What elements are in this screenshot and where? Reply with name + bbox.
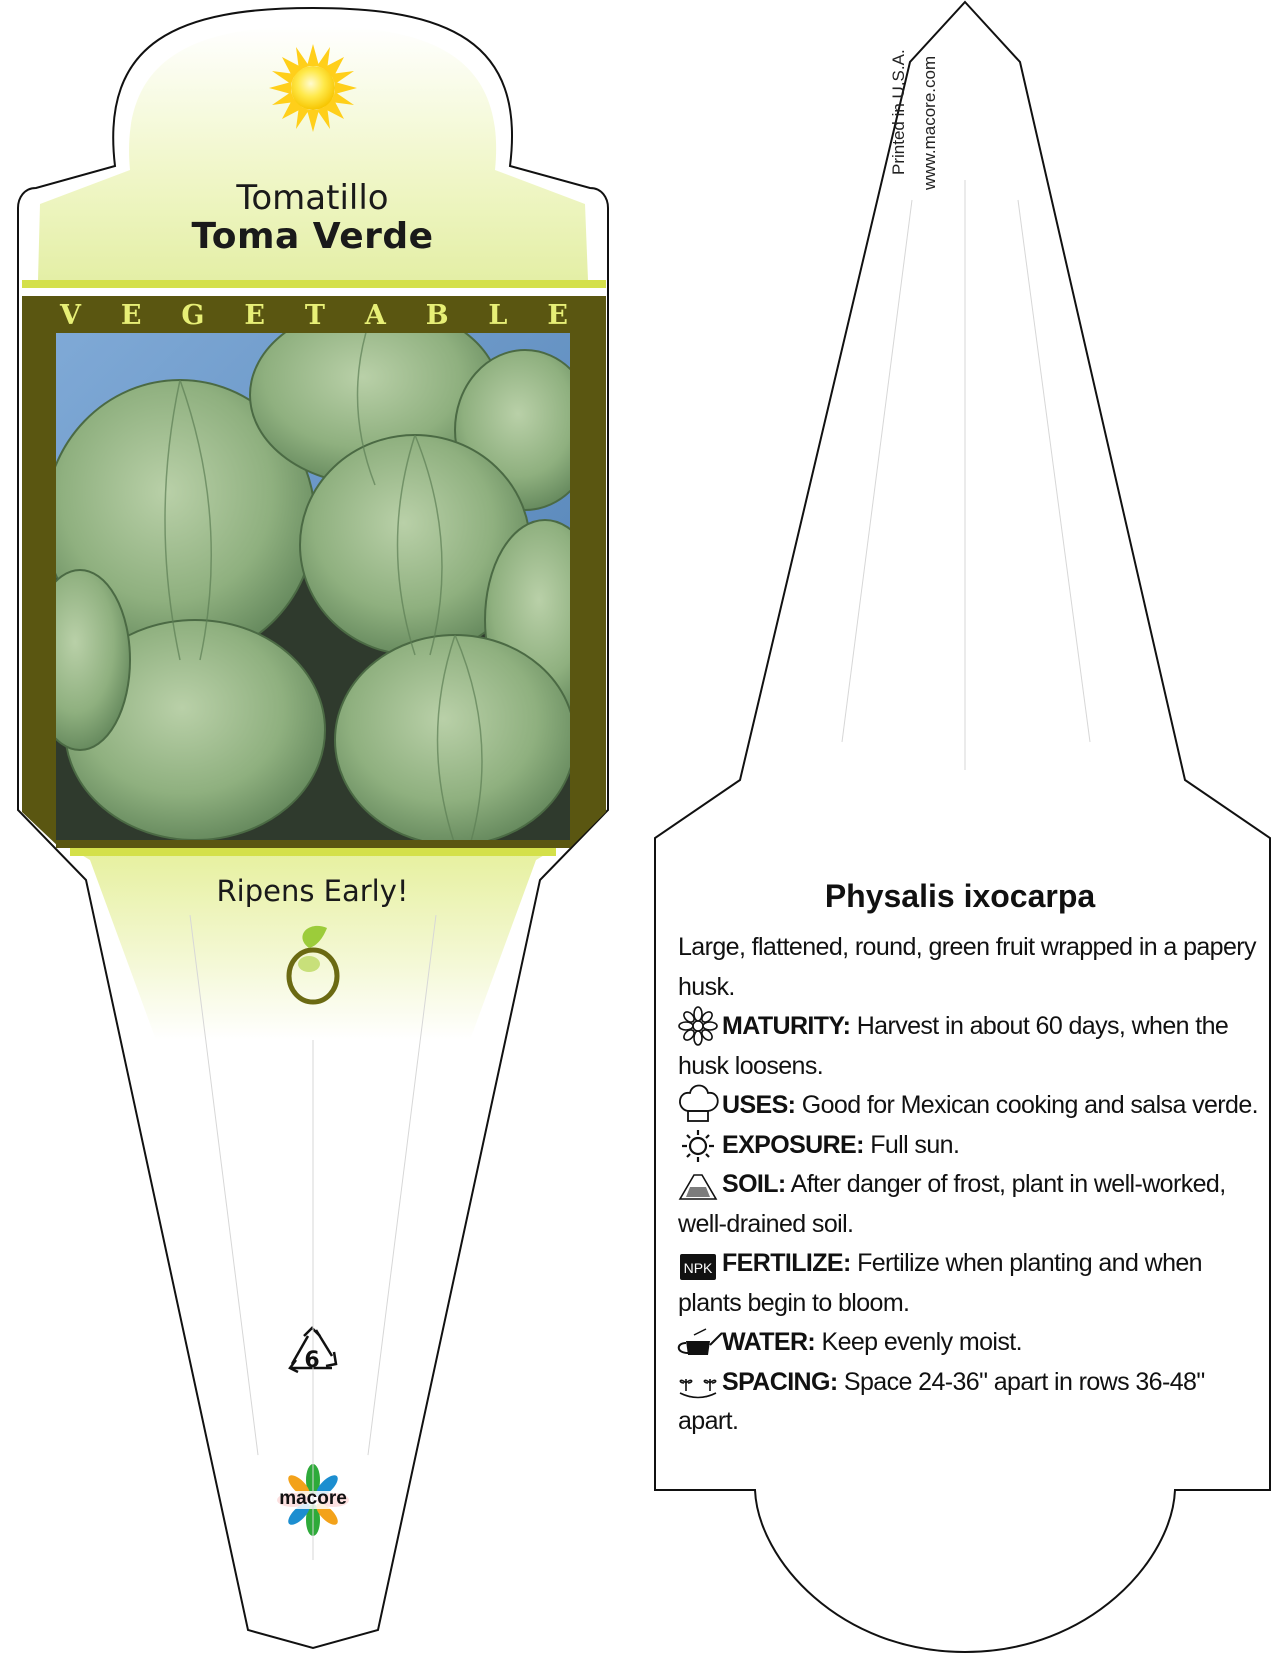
category-letter: B	[425, 299, 449, 331]
category-letter: V	[60, 299, 81, 331]
care-text: After danger of frost, plant in well-worked, well-drained soil.	[678, 1170, 1226, 1238]
care-label: EXPOSURE:	[722, 1130, 864, 1159]
care-text: Full sun.	[863, 1130, 960, 1159]
category-letter: A	[364, 299, 386, 331]
care-item-spacing	[678, 1363, 1268, 1442]
category-letter: T	[304, 299, 325, 331]
care-item-soil	[678, 1165, 1268, 1244]
front-lower-lime-stripe	[70, 848, 556, 856]
brand-name: macore	[279, 1488, 347, 1509]
website-text: www.macore.com	[920, 55, 939, 190]
category-letter: E	[547, 299, 568, 331]
category-letter: G	[181, 299, 205, 331]
care-item-exposure	[678, 1126, 1268, 1166]
care-label: SOIL:	[722, 1170, 786, 1198]
sun-icon	[269, 44, 357, 132]
care-text: Keep evenly moist.	[815, 1328, 1022, 1356]
photo-frame-right	[570, 333, 606, 848]
variety-name: Toma Verde	[191, 216, 434, 257]
tomatillo-photo	[30, 305, 605, 845]
description: Large, flattened, round, green fruit wrapped in a papery husk.	[678, 933, 1256, 1001]
care-label: SPACING:	[722, 1367, 838, 1396]
care-label: WATER:	[722, 1328, 816, 1356]
care-text: Fertilize when planting and when plants begin to bloom.	[678, 1249, 1202, 1317]
care-text: Harvest in about 60 days, when the husk loosens.	[678, 1012, 1229, 1080]
printed-in-text: Printed in U.S.A.	[889, 49, 908, 175]
care-item-uses	[678, 1086, 1268, 1126]
photo-frame	[22, 333, 60, 848]
category-letter: E	[244, 299, 265, 331]
svg-text:NPK: NPK	[683, 1260, 713, 1276]
recycle-code: 6	[304, 1348, 320, 1373]
front-lime-stripe	[22, 280, 606, 288]
care-text: Good for Mexican cooking and salsa verde.	[795, 1091, 1258, 1119]
photo-frame-bottom	[56, 840, 570, 848]
care-label: MATURITY:	[722, 1012, 851, 1040]
category-letter: L	[488, 299, 508, 331]
care-instructions	[678, 928, 1268, 1442]
tagline: Ripens Early!	[216, 874, 409, 908]
care-item-water	[678, 1323, 1268, 1363]
category-letter: E	[120, 299, 142, 331]
care-text: Space 24-36" apart in rows 36-48" apart.	[678, 1367, 1205, 1435]
care-item-maturity	[678, 1007, 1268, 1086]
common-name: Tomatillo	[236, 178, 389, 218]
botanical-name: Physalis ixocarpa	[824, 878, 1096, 914]
category-band	[22, 297, 606, 333]
care-item-fertilize	[678, 1244, 1268, 1323]
care-label: FERTILIZE:	[722, 1249, 851, 1277]
care-label: USES:	[722, 1091, 796, 1119]
